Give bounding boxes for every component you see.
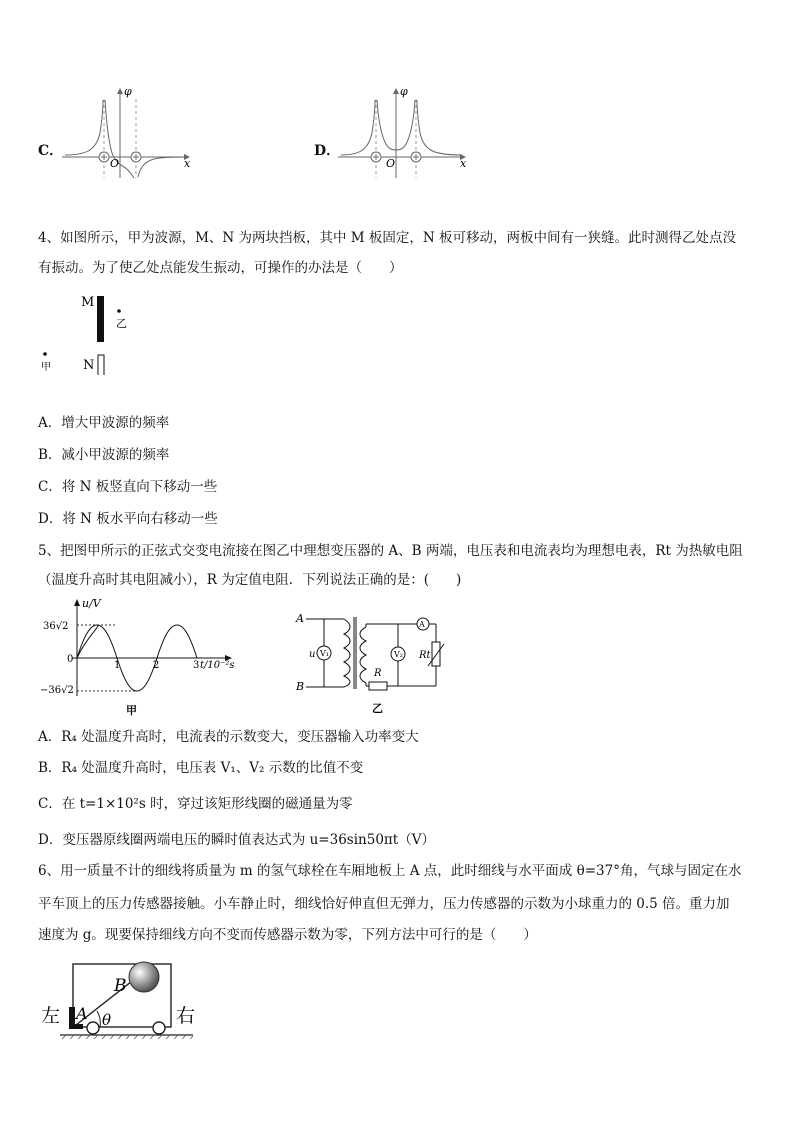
point-b-label: B <box>114 976 127 996</box>
q5-circuit <box>294 610 454 718</box>
svg-text:u: u <box>309 649 316 660</box>
svg-text:0: 0 <box>67 654 74 665</box>
q5-stem-line1: 5、把图甲所示的正弦式交变电流接在图乙中理想变压器的 A、B 两端，电压表和电流表均为理想电表，Rt 为热敏电阻 <box>38 543 743 559</box>
svg-text:B: B <box>296 680 305 693</box>
plate-m <box>97 296 104 342</box>
ymax-label: 36√2 <box>43 621 69 632</box>
ymin-label: −36√2 <box>40 685 74 696</box>
q4-option-d: D．将 N 板水平向右移动一些 <box>38 511 218 527</box>
svg-text:A: A <box>419 620 425 629</box>
svg-text:O: O <box>386 157 396 170</box>
left-label: 左 <box>41 1005 61 1027</box>
svg-text:V₁: V₁ <box>320 649 329 658</box>
right-label: 右 <box>176 1005 196 1027</box>
option-c-label: C． <box>38 143 64 159</box>
svg-text:R: R <box>374 668 382 679</box>
q5-option-c: C．在 t=1×10²s 时，穿过该矩形线圈的磁通量为零 <box>38 796 353 812</box>
q4-stem-line1: 4、如图所示，甲为波源，M、N 为两块挡板，其中 M 板固定，N 板可移动，两板中间有一狭缝。此时测得乙处点没 <box>38 230 737 246</box>
source-jia-label: 甲 <box>41 362 51 373</box>
svg-text:Rt: Rt <box>419 650 431 661</box>
option-d-graph <box>336 85 471 180</box>
q4-option-c: C．将 N 板竖直向下移动一些 <box>38 479 218 495</box>
q5-voltage-graph <box>40 596 245 718</box>
q4-stem-line2: 有振动。为了使乙处点能发生振动，可操作的办法是（ ） <box>38 260 403 276</box>
svg-text:A: A <box>296 612 304 625</box>
theta-label: θ <box>102 1011 112 1029</box>
q6-stem-line3: 速度为 g。现要保持细线方向不变而传感器示数为零，下列方法中可行的是（ ） <box>38 927 537 943</box>
svg-text:V₂: V₂ <box>394 650 403 659</box>
plate-m-label: M <box>81 295 95 310</box>
svg-text:x: x <box>460 157 467 170</box>
q4-option-a: A．增大甲波源的频率 <box>38 415 170 431</box>
q6-stem-line1: 6、用一质量不计的细线将质量为 m 的氢气球栓在车厢地板上 A 点，此时细线与水平面成 θ=37°角，气球与固定在水 <box>38 863 742 879</box>
q6-stem-line2: 平车顶上的压力传感器接触。小车静止时，细线恰好伸直但无弹力，压力传感器的示数为小球重力的 0.5 倍。重力加 <box>38 896 730 912</box>
svg-text:2: 2 <box>153 660 160 671</box>
point-yi-label: 乙 <box>116 317 127 330</box>
svg-text:1: 1 <box>114 660 121 671</box>
xlabel: t/10⁻²s <box>200 660 235 671</box>
caption-jia: 甲 <box>126 704 137 717</box>
q6-car-figure <box>38 955 208 1045</box>
phi-label-c: φ <box>124 85 132 98</box>
svg-text:φ: φ <box>400 85 408 98</box>
q5-option-a: A．R₄ 处温度升高时，电流表的示数变大，变压器输入功率变大 <box>38 729 419 745</box>
q4-option-b: B．减小甲波源的频率 <box>38 447 170 463</box>
point-a-label: A <box>76 1004 88 1023</box>
option-c-graph <box>60 85 195 180</box>
q5-option-d: D．变压器原线圈两端电压的瞬时值表达式为 u=36sin50πt（V） <box>38 832 435 848</box>
caption-yi: 乙 <box>372 702 383 715</box>
svg-text:x: x <box>184 157 191 170</box>
plate-n-label: N <box>83 358 95 373</box>
q4-figure <box>38 290 158 375</box>
option-d-label: D． <box>314 143 341 159</box>
q5-option-b: B．R₄ 处温度升高时，电压表 V₁、V₂ 示数的比值不变 <box>38 760 364 776</box>
ylabel: u/V <box>82 597 101 610</box>
q5-stem-line2: （温度升高时其电阻减小），R 为定值电阻．下列说法正确的是：( ) <box>38 572 462 588</box>
svg-text:3: 3 <box>193 660 200 671</box>
svg-text:O: O <box>110 157 120 170</box>
